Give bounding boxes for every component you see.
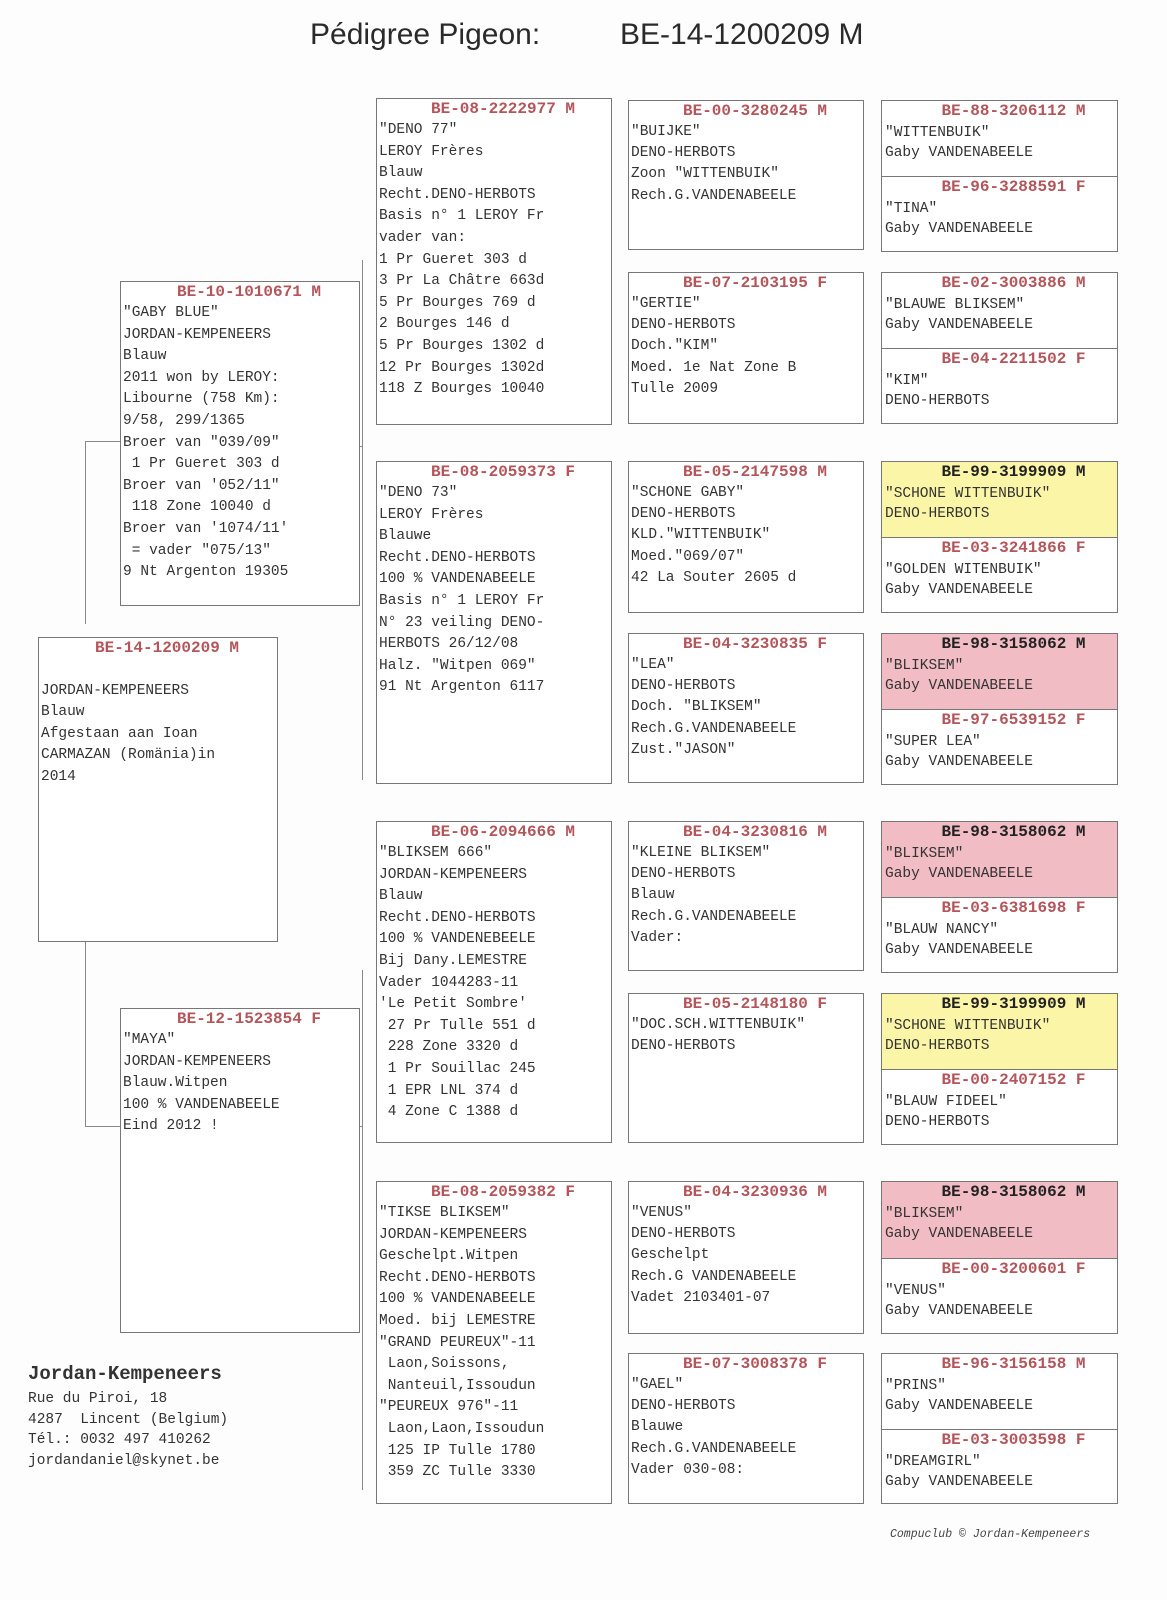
grandparent-details: "TIKSE BLIKSEM" JORDAN-KEMPENEERS Geschelpt.Witpen Recht.DENO-HERBOTS 100 % VANDENABEELE Moed. bij LEMESTRE "GRAND PEUREUX"-11 Laon,Soissons, Nanteuil,Issoudun "PEUREUX 976"-11 Laon,Laon,Issoudun 125 IP Tulle 1780 359 ZC Tulle 3330 <box>379 1205 545 1481</box>
ancestor-male-details: "BLIKSEM" Gaby VANDENABEELE <box>885 846 1033 882</box>
sire-card <box>120 281 360 606</box>
dam-ring: BE-12-1523854 F <box>176 1010 322 1028</box>
grandparent-ring: BE-06-2094666 M <box>430 823 576 841</box>
copyright-note: Compuclub © Jordan-Kempeneers <box>890 1528 1091 1541</box>
ancestor-male-details: "WITTENBUIK" Gaby VANDENABEELE <box>885 125 1033 161</box>
ancestor-female-details: "SUPER LEA" Gaby VANDENABEELE <box>885 734 1033 770</box>
ancestor-female-ring: BE-00-3200601 F <box>941 1259 1086 1278</box>
ancestor-pair-card-4 <box>881 821 1118 973</box>
ancestor-female <box>882 1258 1117 1334</box>
grandparent-details: "DENO 73" LEROY Frères Blauwe Recht.DENO-HERBOTS 100 % VANDENABEELE Basis n° 1 LEROY Fr N° 23 veiling DENO- HERBOTS 26/12/08 Halz. "Witpen 069" 91 Nt Argenton 6117 <box>379 485 545 696</box>
ancestor-male-ring: BE-99-3199909 M <box>941 463 1086 481</box>
sire-ring: BE-10-1010671 M <box>176 283 322 301</box>
ancestor-female-details: "TINA" Gaby VANDENABEELE <box>885 201 1033 237</box>
ancestor-male <box>882 822 1117 897</box>
ancestor-male-ring: BE-98-3158062 M <box>941 1183 1086 1201</box>
ancestor-female-ring: BE-03-3003598 F <box>941 1430 1086 1449</box>
great-grandparent-card-6 <box>628 1181 864 1334</box>
ancestor-pair-card-5 <box>881 993 1118 1145</box>
great-grandparent-details: "VENUS" DENO-HERBOTS Geschelpt Rech.G VANDENABEELE Vadet 2103401-07 <box>631 1205 797 1306</box>
grandparent-details: "BLIKSEM 666" JORDAN-KEMPENEERS Blauw Recht.DENO-HERBOTS 100 % VANDENEBEELE Bij Dany.LEMESTRE Vader 1044283-11 'Le Petit Sombre' 27 Pr Tulle 551 d 228 Zone 3320 d 1 Pr Souillac 245 1 EPR LNL 374 d 4 Zone C 1388 d <box>379 845 536 1121</box>
ancestor-female-details: "KIM" DENO-HERBOTS <box>885 373 990 409</box>
dam-card <box>120 1008 360 1333</box>
ancestor-male-details: "SCHONE WITTENBUIK" DENO-HERBOTS <box>885 486 1051 522</box>
great-grandparent-card-2 <box>628 461 864 613</box>
ancestor-female-ring: BE-03-3241866 F <box>941 539 1086 557</box>
great-grandparent-ring: BE-00-3280245 M <box>682 102 828 120</box>
ancestor-female-details: "BLAUW NANCY" Gaby VANDENABEELE <box>885 922 1033 958</box>
ancestor-male-details: "BLIKSEM" Gaby VANDENABEELE <box>885 658 1033 694</box>
great-grandparent-details: "GERTIE" DENO-HERBOTS Doch."KIM" Moed. 1e Nat Zone B Tulle 2009 <box>631 296 797 397</box>
breeder-address: Rue du Piroi, 18 4287 Lincent (Belgium) Tél.: 0032 497 410262 jordandaniel@skynet.be <box>28 1391 229 1469</box>
ancestor-male-ring: BE-88-3206112 M <box>941 102 1086 120</box>
ancestor-male-details: "BLAUWE BLIKSEM" Gaby VANDENABEELE <box>885 297 1033 333</box>
great-grandparent-card-4 <box>628 821 864 971</box>
ancestor-male-details: "SCHONE WITTENBUIK" DENO-HERBOTS <box>885 1018 1051 1054</box>
ancestor-pair-card-1 <box>881 272 1118 424</box>
ancestor-male <box>882 994 1117 1069</box>
grandparent-card-3 <box>376 1181 612 1504</box>
ancestor-male-details: "BLIKSEM" Gaby VANDENABEELE <box>885 1206 1033 1242</box>
grandparent-ring: BE-08-2059373 F <box>430 463 576 481</box>
great-grandparent-details: "BUIJKE" DENO-HERBOTS Zoon "WITTENBUIK" Rech.G.VANDENABEELE <box>631 124 797 204</box>
great-grandparent-card-3 <box>628 633 864 783</box>
ancestor-male <box>882 101 1117 176</box>
ancestor-female <box>882 897 1117 972</box>
ancestor-female-details: "VENUS" Gaby VANDENABEELE <box>885 1282 1033 1319</box>
ancestor-pair-card-2 <box>881 461 1118 613</box>
great-grandparent-ring: BE-05-2148180 F <box>682 995 828 1013</box>
ancestor-pair-card-0 <box>881 100 1118 252</box>
great-grandparent-card-1 <box>628 272 864 424</box>
ancestor-female <box>882 537 1117 612</box>
ancestor-male <box>882 462 1117 537</box>
ancestor-female-ring: BE-04-2211502 F <box>941 350 1086 368</box>
ancestor-male <box>882 1182 1117 1258</box>
ancestor-female <box>882 176 1117 251</box>
ancestor-pair-card-7 <box>881 1353 1118 1504</box>
ancestor-male-details: "PRINS" Gaby VANDENABEELE <box>885 1378 1033 1414</box>
breeder-contact <box>28 1363 228 1471</box>
breeder-name: Jordan-Kempeneers <box>28 1363 222 1385</box>
ancestor-male-ring: BE-98-3158062 M <box>941 635 1086 653</box>
great-grandparent-card-0 <box>628 100 864 250</box>
grandparent-card-2 <box>376 821 612 1143</box>
great-grandparent-card-5 <box>628 993 864 1143</box>
ancestor-female-ring: BE-00-2407152 F <box>941 1071 1086 1089</box>
great-grandparent-ring: BE-04-3230936 M <box>682 1183 828 1201</box>
ancestor-female <box>882 348 1117 423</box>
great-grandparent-ring: BE-04-3230835 F <box>682 635 828 653</box>
title-label: Pédigree Pigeon: <box>310 18 541 51</box>
ancestor-female <box>882 1069 1117 1144</box>
great-grandparent-details: "GAEL" DENO-HERBOTS Blauwe Rech.G.VANDENABEELE Vader 030-08: <box>631 1377 797 1478</box>
ancestor-male-ring: BE-02-3003886 M <box>941 274 1086 292</box>
ancestor-male <box>882 1354 1117 1429</box>
ancestor-female-ring: BE-03-6381698 F <box>941 899 1086 917</box>
dam-details: "MAYA" JORDAN-KEMPENEERS Blauw.Witpen 100 % VANDENABEELE Eind 2012 ! <box>123 1032 280 1135</box>
ancestor-pair-card-3 <box>881 633 1118 785</box>
grandparent-ring: BE-08-2222977 M <box>430 100 576 118</box>
ancestor-female <box>882 709 1117 784</box>
title-ring: BE-14-1200209 M <box>620 18 864 51</box>
great-grandparent-details: "DOC.SCH.WITTENBUIK" DENO-HERBOTS <box>631 1017 806 1055</box>
great-grandparent-ring: BE-04-3230816 M <box>682 823 828 841</box>
great-grandparent-details: "LEA" DENO-HERBOTS Doch. "BLIKSEM" Rech.G.VANDENABEELE Zust."JASON" <box>631 657 797 758</box>
great-grandparent-card-7 <box>628 1353 864 1504</box>
ancestor-female-details: "BLAUW FIDEEL" DENO-HERBOTS <box>885 1094 1007 1130</box>
grandparent-ring: BE-08-2059382 F <box>430 1183 576 1201</box>
ancestor-male <box>882 273 1117 348</box>
ancestor-female-details: "GOLDEN WITENBUIK" Gaby VANDENABEELE <box>885 562 1042 598</box>
ancestor-female-ring: BE-96-3288591 F <box>941 178 1086 196</box>
grandparent-card-1 <box>376 461 612 784</box>
great-grandparent-details: "SCHONE GABY" DENO-HERBOTS KLD."WITTENBUIK" Moed."069/07" 42 La Souter 2605 d <box>631 485 797 586</box>
ancestor-male-ring: BE-96-3156158 M <box>941 1355 1086 1373</box>
great-grandparent-details: "KLEINE BLIKSEM" DENO-HERBOTS Blauw Rech.G.VANDENABEELE Vader: <box>631 845 797 946</box>
ancestor-male-ring: BE-98-3158062 M <box>941 823 1086 841</box>
great-grandparent-ring: BE-07-3008378 F <box>682 1355 828 1373</box>
ancestor-female <box>882 1429 1117 1504</box>
grandparent-details: "DENO 77" LEROY Frères Blauw Recht.DENO-HERBOTS Basis n° 1 LEROY Fr vader van: 1 Pr Gueret 303 d 3 Pr La Châtre 663d 5 Pr Bourges 769 d 2 Bourges 146 d 5 Pr Bourges 1302 d 12 Pr Bourges 1302d 118 Z Bourges 10040 <box>379 122 545 398</box>
sire-details: "GABY BLUE" JORDAN-KEMPENEERS Blauw 2011 won by LEROY: Libourne (758 Km): 9/58, 299/1365 Broer van "039/09" 1 Pr Gueret 303 d Broer van '052/11" 118 Zone 10040 d Broer van '1074/11' = vader "075/13" 9 Nt Argenton 19305 <box>123 305 289 581</box>
great-grandparent-ring: BE-05-2147598 M <box>682 463 828 481</box>
subject-details: JORDAN-KEMPENEERS Blauw Afgestaan aan Ioan CARMAZAN (Romänia)in 2014 <box>41 682 216 785</box>
ancestor-male-ring: BE-99-3199909 M <box>941 995 1086 1013</box>
subject-ring: BE-14-1200209 M <box>94 639 240 657</box>
ancestor-pair-card-6 <box>881 1181 1118 1334</box>
ancestor-female-details: "DREAMGIRL" Gaby VANDENABEELE <box>885 1453 1033 1490</box>
ancestor-female-ring: BE-97-6539152 F <box>941 711 1086 729</box>
grandparent-card-0 <box>376 98 612 425</box>
ancestor-male <box>882 634 1117 709</box>
subject-card <box>38 637 278 942</box>
great-grandparent-ring: BE-07-2103195 F <box>682 274 828 292</box>
